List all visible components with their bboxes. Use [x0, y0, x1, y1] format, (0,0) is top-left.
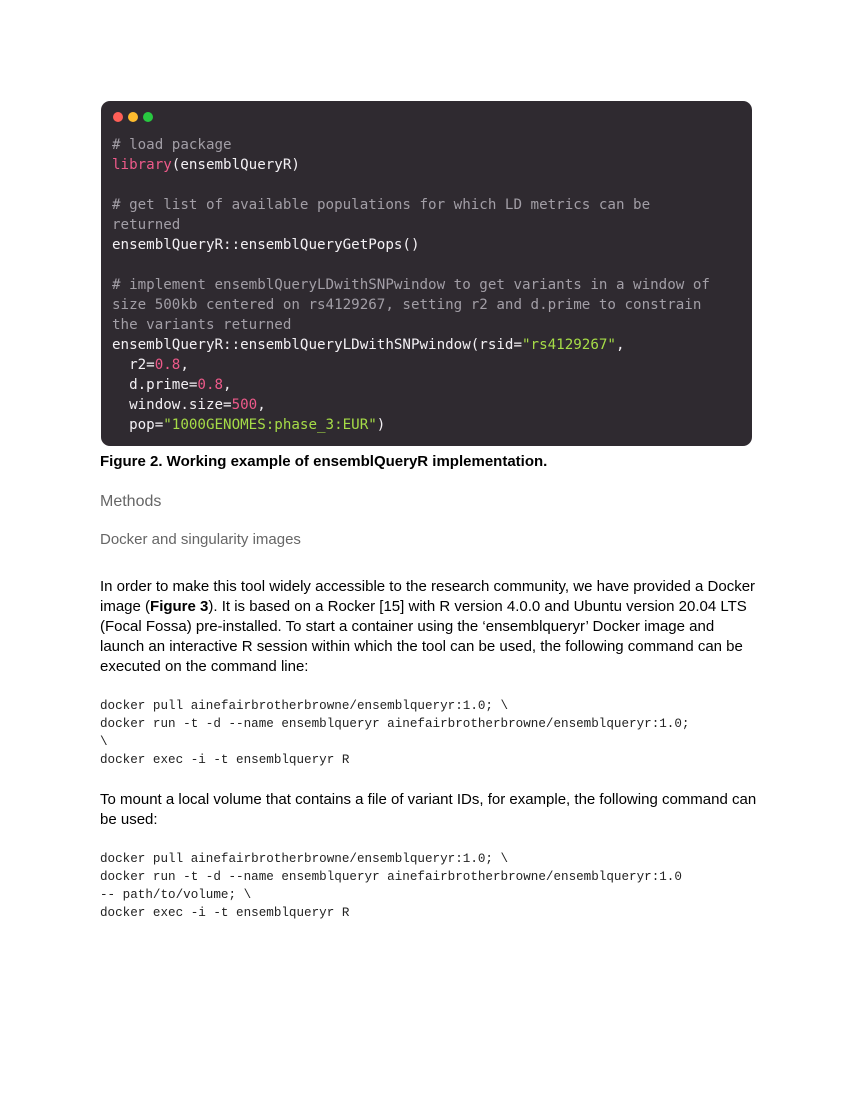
maximize-dot-icon	[143, 112, 153, 122]
close-dot-icon	[113, 112, 123, 122]
code-token-str: "rs4129267"	[522, 337, 616, 353]
code-token-plain: )	[376, 417, 386, 433]
code-token-fn: library	[112, 157, 172, 173]
command-line: docker exec -i -t ensemblqueryr R	[100, 753, 350, 767]
code-line	[112, 315, 710, 335]
code-token-num: 0.8	[154, 357, 181, 373]
command-line: -- path/to/volume; \	[100, 888, 252, 902]
code-token-plain: ensemblQueryR::ensemblQueryGetPops()	[112, 237, 420, 253]
code-token-num: 0.8	[197, 377, 224, 393]
code-token-comment: # load package	[112, 137, 232, 153]
paragraph-mount-volume: To mount a local volume that contains a file of variant IDs, for example, the following command can be used:	[100, 791, 757, 828]
code-line	[112, 335, 710, 355]
figure-caption: Figure 2. Working example of ensemblQueryR implementation.	[100, 453, 548, 470]
code-token-plain: pop=	[112, 417, 164, 433]
code-token-plain: ensemblQueryR::ensemblQueryLDwithSNPwindow(rsid=	[112, 337, 522, 353]
code-token-plain: ,	[180, 357, 189, 373]
command-line: docker exec -i -t ensemblqueryr R	[100, 906, 350, 920]
code-token-plain: ,	[615, 337, 625, 353]
figure-reference: Figure 3	[150, 598, 209, 615]
code-line	[112, 415, 710, 435]
window-controls	[113, 112, 153, 122]
code-token-comment: # get list of available populations for which LD metrics can be	[112, 197, 651, 213]
code-token-num: 500	[231, 397, 258, 413]
code-token-comment: the variants returned	[112, 317, 292, 333]
command-line: docker run -t -d --name ensemblqueryr ainefairbrotherbrowne/ensemblqueryr:1.0	[100, 870, 682, 884]
code-line	[112, 135, 710, 155]
code-line	[112, 175, 710, 195]
command-block-run	[100, 697, 689, 769]
code-line	[112, 395, 710, 415]
command-line: docker run -t -d --name ensemblqueryr ainefairbrotherbrowne/ensemblqueryr:1.0;	[100, 717, 690, 731]
code-line	[112, 155, 710, 175]
command-line: docker pull ainefairbrotherbrowne/ensemblqueryr:1.0; \	[100, 699, 509, 713]
code-line	[112, 355, 710, 375]
paragraph-docker-intro	[100, 577, 760, 677]
code-line	[112, 275, 710, 295]
code-token-comment: returned	[112, 217, 181, 233]
code-window	[101, 101, 752, 446]
code-token-plain: r2=	[112, 357, 155, 373]
code-token-plain: ,	[223, 377, 232, 393]
code-line	[112, 255, 710, 275]
command-line: \	[100, 735, 108, 749]
code-listing	[112, 135, 710, 435]
code-token-plain: (ensemblQueryR)	[171, 157, 300, 173]
code-line	[112, 195, 710, 215]
code-token-str: "1000GENOMES:phase_3:EUR"	[163, 417, 377, 433]
subsection-heading: Docker and singularity images	[100, 531, 301, 548]
code-token-comment: # implement ensemblQueryLDwithSNPwindow to get variants in a window of	[112, 277, 710, 293]
command-block-mount	[100, 850, 682, 922]
paragraph-text: ). It is based on a Rocker [15] with R version 4.0.0 and Ubuntu version 20.04 LTS (Focal Fossa) pre-installed. To start a container using the ‘ensemblqueryr’ Docker image and launch an interactive R session within which the tool can be used, the following command can be executed on the command line:	[100, 598, 747, 675]
code-token-plain: d.prime=	[112, 377, 198, 393]
code-line	[112, 375, 710, 395]
code-line	[112, 235, 710, 255]
minimize-dot-icon	[128, 112, 138, 122]
command-line: docker pull ainefairbrotherbrowne/ensemblqueryr:1.0; \	[100, 852, 509, 866]
section-heading: Methods	[100, 493, 162, 510]
code-token-comment: size 500kb centered on rs4129267, setting r2 and d.prime to constrain	[112, 297, 702, 313]
code-token-plain: ,	[257, 397, 266, 413]
code-line	[112, 215, 710, 235]
code-token-plain: window.size=	[112, 397, 232, 413]
code-line	[112, 295, 710, 315]
paragraph-text: In order to make this tool widely accessible to the research community, we have provided a Docker image (	[100, 578, 756, 615]
